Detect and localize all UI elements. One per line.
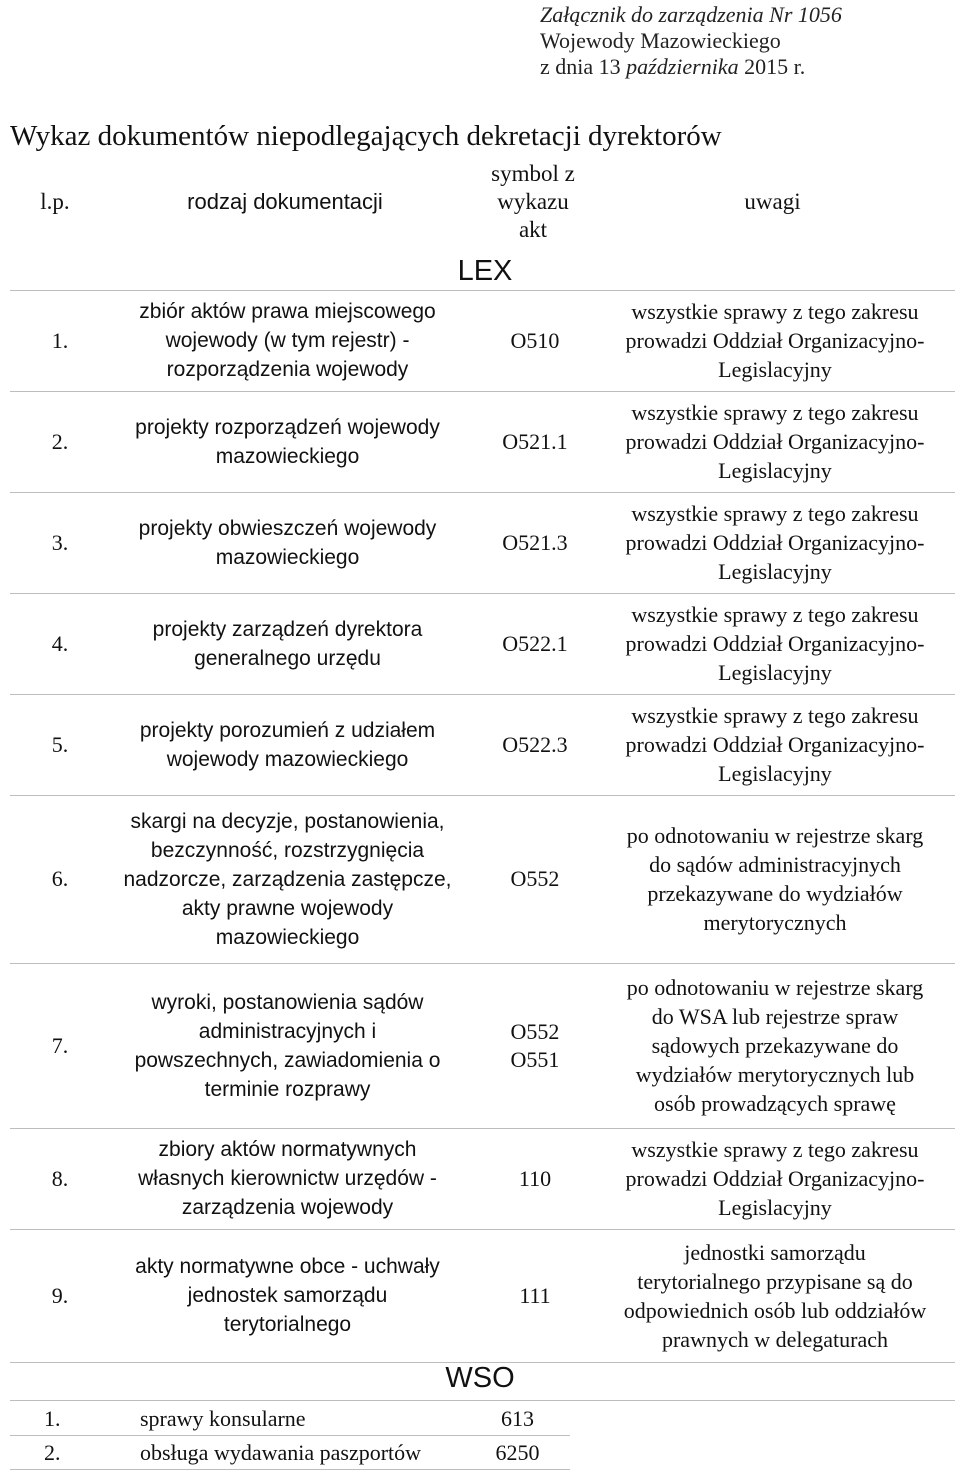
- cell-rodzaj: [110, 1229, 465, 1362]
- cell-rodzaj-text: skargi na decyzje, postanowienia, bezczynność, rozstrzygnięcia nadzorcze, zarządzenia zastępcze, akty prawne wojewody mazowieckiego: [123, 809, 452, 949]
- row-divider: [10, 1469, 570, 1470]
- cell-uwagi-text: wszystkie sprawy z tego zakresu prowadzi Oddział Organizacyjno- Legislacyjny: [625, 703, 925, 786]
- cell-rodzaj: [110, 391, 465, 492]
- cell-symbol-text: O522.1: [502, 630, 568, 656]
- cell-symbol: [465, 492, 605, 593]
- cell-uwagi-text: po odnotowaniu w rejestrze skarg do WSA lub rejestrze spraw sądowych przekazywane do wydziałów merytorycznych lub osób prowadzących sprawę: [626, 975, 924, 1116]
- wso-lp: 2.: [44, 1440, 61, 1465]
- wso-code: 6250: [495, 1440, 540, 1465]
- cell-lp-text: 5.: [51, 731, 69, 757]
- cell-rodzaj-text: akty normatywne obce - uchwały jednostek samorządu terytorialnego: [135, 1255, 440, 1336]
- annex-line-3-text: z dnia 13 października 2015 r.: [540, 54, 806, 79]
- cell-lp: [10, 963, 110, 1128]
- cell-uwagi: [595, 963, 955, 1128]
- section-wso-label: WSO: [445, 1362, 515, 1394]
- cell-lp: [10, 795, 110, 963]
- cell-lp: [10, 391, 110, 492]
- table-row: [10, 391, 955, 492]
- header-uwagi: uwagi: [744, 189, 801, 214]
- cell-rodzaj-text: zbiór aktów prawa miejscowego wojewody (w tym rejestr) - rozporządzenia wojewody: [139, 300, 436, 381]
- cell-rodzaj-text: zbiory aktów normatywnych własnych kierownictw urzędów - zarządzenia wojewody: [138, 1138, 437, 1219]
- cell-lp-text: 7.: [51, 1032, 69, 1058]
- cell-lp-text: 9.: [51, 1282, 69, 1308]
- header-rodzaj: rodzaj dokumentacji: [187, 189, 383, 214]
- cell-uwagi-text: jednostki samorządu terytorialnego przypisane są do odpowiednich osób lub oddziałów prawnych w delegaturach: [623, 1239, 927, 1352]
- cell-lp: [10, 593, 110, 694]
- section-lex-label: LEX: [457, 255, 513, 287]
- cell-lp: [10, 694, 110, 795]
- table-row: [10, 963, 955, 1128]
- cell-symbol: [465, 593, 605, 694]
- cell-rodzaj: [110, 795, 465, 963]
- wso-code: 613: [501, 1406, 534, 1431]
- cell-lp: [10, 1128, 110, 1229]
- cell-rodzaj: [110, 492, 465, 593]
- cell-lp: [10, 1229, 110, 1362]
- wso-row: [10, 1436, 570, 1469]
- cell-symbol-text: O552: [510, 866, 560, 891]
- cell-rodzaj-text: projekty zarządzeń dyrektora generalnego urzędu: [152, 617, 423, 670]
- cell-lp-text: 3.: [51, 529, 69, 555]
- annex-header: [540, 2, 950, 80]
- row-divider: [10, 1400, 955, 1401]
- header-symbol: [463, 160, 603, 244]
- table-row: [10, 593, 955, 694]
- table-row: [10, 1128, 955, 1229]
- cell-symbol: [465, 290, 605, 391]
- cell-symbol-text: O510: [510, 327, 560, 353]
- cell-rodzaj-text: projekty rozporządzeń wojewody mazowieckiego: [135, 415, 440, 468]
- cell-symbol: [465, 795, 605, 963]
- cell-uwagi: [595, 1128, 955, 1229]
- cell-symbol: [465, 1229, 605, 1362]
- header-lp: l.p.: [40, 189, 70, 214]
- wso-lp: 1.: [44, 1406, 61, 1431]
- cell-lp-text: 2.: [51, 428, 69, 454]
- cell-rodzaj: [110, 290, 465, 391]
- cell-uwagi: [595, 1229, 955, 1362]
- cell-symbol-text: O522.3: [502, 731, 568, 757]
- cell-uwagi: [595, 290, 955, 391]
- cell-symbol-text: 110: [518, 1165, 552, 1191]
- cell-uwagi: [595, 694, 955, 795]
- cell-uwagi-text: wszystkie sprawy z tego zakresu prowadzi Oddział Organizacyjno- Legislacyjny: [625, 1137, 925, 1220]
- cell-uwagi: [595, 492, 955, 593]
- cell-lp-text: 4.: [51, 630, 69, 656]
- cell-uwagi-text: po odnotowaniu w rejestrze skarg do sądów administracyjnych przekazywane do wydziałów merytorycznych: [626, 823, 924, 935]
- wso-name: sprawy konsularne: [140, 1406, 306, 1431]
- cell-uwagi-text: wszystkie sprawy z tego zakresu prowadzi Oddział Organizacyjno- Legislacyjny: [625, 501, 925, 584]
- cell-symbol: [465, 1128, 605, 1229]
- cell-symbol: [465, 963, 605, 1128]
- cell-rodzaj-text: wyroki, postanowienia sądów administracyjnych i powszechnych, zawiadomienia o terminie rozprawy: [134, 990, 441, 1101]
- table-row: [10, 290, 955, 391]
- cell-uwagi: [595, 391, 955, 492]
- cell-rodzaj: [110, 694, 465, 795]
- cell-uwagi: [595, 795, 955, 963]
- annex-line-3: [540, 54, 950, 80]
- cell-symbol-text: 111: [519, 1282, 551, 1308]
- cell-rodzaj: [110, 1128, 465, 1229]
- table-row: [10, 492, 955, 593]
- cell-lp-text: 8.: [51, 1165, 69, 1191]
- table-row: [10, 795, 955, 963]
- cell-symbol-text: O552 O551: [510, 1018, 560, 1072]
- cell-uwagi: [595, 593, 955, 694]
- annex-line-1: Załącznik do zarządzenia Nr 1056: [540, 2, 842, 27]
- document-title: Wykaz dokumentów niepodlegających dekretacji dyrektorów: [10, 120, 722, 152]
- cell-uwagi-text: wszystkie sprawy z tego zakresu prowadzi Oddział Organizacyjno- Legislacyjny: [625, 602, 925, 685]
- cell-symbol-text: O521.3: [502, 529, 568, 555]
- cell-symbol: [465, 694, 605, 795]
- annex-line-2: Wojewody Mazowieckiego: [540, 28, 781, 53]
- cell-lp: [10, 492, 110, 593]
- cell-rodzaj-text: projekty porozumień z udziałem wojewody mazowieckiego: [139, 718, 436, 771]
- cell-uwagi-text: wszystkie sprawy z tego zakresu prowadzi Oddział Organizacyjno- Legislacyjny: [625, 299, 925, 382]
- table-row: [10, 1229, 955, 1362]
- cell-lp-text: 6.: [51, 866, 69, 891]
- header-symbol-text: symbol z wykazu akt: [491, 161, 575, 242]
- wso-row: [10, 1402, 570, 1435]
- cell-rodzaj: [110, 593, 465, 694]
- cell-symbol-text: O521.1: [502, 428, 568, 454]
- cell-lp: [10, 290, 110, 391]
- wso-name: obsługa wydawania paszportów: [140, 1440, 422, 1465]
- cell-rodzaj: [110, 963, 465, 1128]
- cell-symbol: [465, 391, 605, 492]
- annex-month: października: [626, 54, 739, 79]
- cell-rodzaj-text: projekty obwieszczeń wojewody mazowieckiego: [138, 516, 437, 569]
- cell-lp-text: 1.: [51, 327, 69, 353]
- table-row: [10, 694, 955, 795]
- cell-uwagi-text: wszystkie sprawy z tego zakresu prowadzi Oddział Organizacyjno- Legislacyjny: [625, 400, 925, 483]
